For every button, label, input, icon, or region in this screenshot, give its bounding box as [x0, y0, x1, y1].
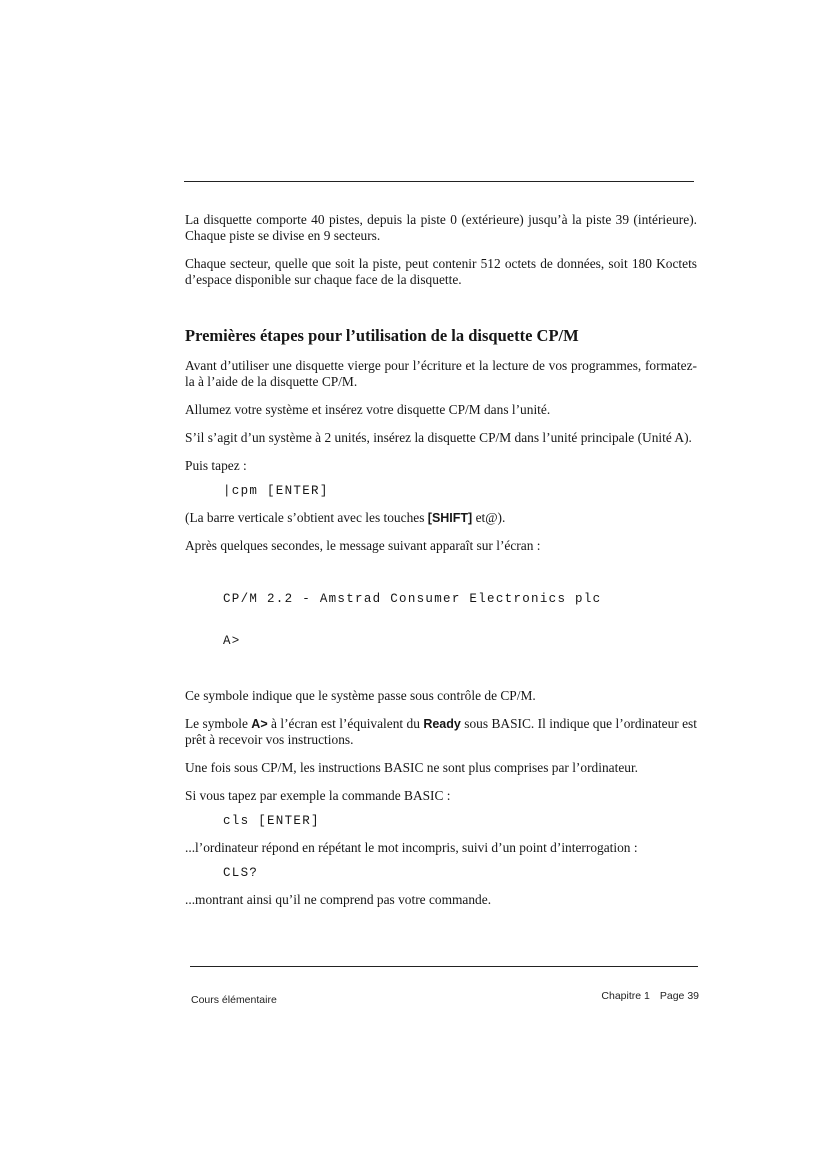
symbol-text-a: Le symbole [185, 716, 252, 731]
footer-page-info [601, 990, 699, 1002]
ready-keyword: Ready [423, 717, 461, 731]
header-rule [184, 181, 694, 182]
paragraph-sectors: Chaque secteur, quelle que soit la piste, peut contenir 512 octets de données, soit 180 Koctets d’espace disponible sur chaque face de la disquette. [185, 256, 697, 287]
prompt-symbol: A> [251, 717, 268, 731]
vertical-bar-text-before: (La barre verticale s’obtient avec les touches [185, 510, 428, 525]
section-heading: Premières étapes pour l’utilisation de la disquette CP/M [185, 326, 579, 345]
vertical-bar-text-after: et@). [472, 510, 506, 525]
paragraph-two-drives: S’il s’agit d’un système à 2 unités, insérez la disquette CP/M dans l’unité principale (Unité A). [185, 430, 692, 445]
code-cls-command: cls [ENTER] [223, 814, 320, 828]
paragraph-symbol-control: Ce symbole indique que le système passe sous contrôle de CP/M. [185, 688, 536, 703]
footer-course-title: Cours élémentaire [191, 994, 277, 1006]
paragraph-vertical-bar [185, 510, 697, 526]
code-banner-line: CP/M 2.2 - Amstrad Consumer Electronics plc [223, 592, 602, 606]
paragraph-example-command: Si vous tapez par exemple la commande BASIC : [185, 788, 451, 803]
paragraph-message: Après quelques secondes, le message suivant apparaît sur l’écran : [185, 538, 541, 553]
paragraph-type: Puis tapez : [185, 458, 247, 473]
shift-key-label: [SHIFT] [427, 511, 473, 525]
paragraph-format: Avant d’utiliser une disquette vierge pour l’écriture et la lecture de vos programmes, formatez-la à l’aide de la disquette CP/M. [185, 358, 697, 389]
paragraph-computer-reply: ...l’ordinateur répond en répétant le mot incompris, suivi d’un point d’interrogation : [185, 840, 638, 855]
paragraph-tracks: La disquette comporte 40 pistes, depuis la piste 0 (extérieure) jusqu’à la piste 39 (intérieure). Chaque piste se divise en 9 secteurs. [185, 212, 697, 243]
page-body [185, 212, 697, 908]
code-cls-reply: CLS? [223, 866, 259, 880]
paragraph-symbol-ready [185, 716, 697, 748]
code-cpm-command: |cpm [ENTER] [223, 484, 329, 498]
footer-rule [190, 966, 698, 967]
code-prompt-line: A> [223, 634, 241, 648]
code-cpm-banner [223, 564, 697, 676]
footer-chapter: Chapitre 1 [601, 990, 650, 1002]
paragraph-conclusion: ...montrant ainsi qu’il ne comprend pas votre commande. [185, 892, 492, 907]
symbol-text-b: à l’écran est l’équivalent du [267, 716, 424, 731]
paragraph-power-on: Allumez votre système et insérez votre disquette CP/M dans l’unité. [185, 402, 551, 417]
paragraph-basic-not-understood: Une fois sous CP/M, les instructions BASIC ne sont plus comprises par l’ordinateur. [185, 760, 639, 775]
footer-page-number: Page 39 [659, 990, 699, 1002]
symbol-text-c: sous BASIC. Il indique que l’ordinateur est prêt à recevoir vos instructions. [185, 716, 697, 747]
